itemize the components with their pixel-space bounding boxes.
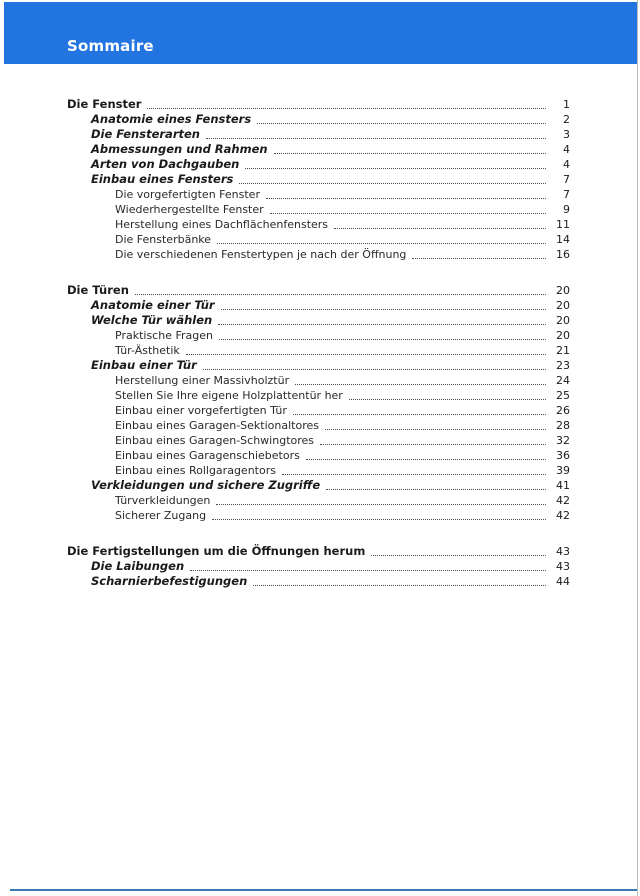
toc-entry-label: Die Fertigstellungen um die Öffnungen herum [67, 544, 366, 558]
toc-entry-page-number: 9 [563, 203, 570, 216]
leader-dots [147, 108, 546, 109]
toc-entry-page-number: 20 [556, 329, 570, 342]
leader-dots [217, 243, 546, 244]
toc-entry-page-number: 26 [556, 404, 570, 417]
page-header-band [4, 2, 637, 64]
footer-rule [10, 889, 637, 891]
toc-entry-label: Praktische Fragen [115, 329, 213, 342]
toc-entry-label: Einbau eines Garagenschiebetors [115, 449, 300, 462]
toc-entry-page-number: 42 [556, 494, 570, 507]
leader-dots [216, 504, 546, 505]
toc-entry-label: Abmessungen und Rahmen [91, 142, 268, 156]
toc-entry-label: Herstellung eines Dachflächenfensters [115, 218, 329, 231]
toc-entry-label: Stellen Sie Ihre eigene Holzplattentür her [115, 389, 343, 402]
toc-entry-page-number: 7 [563, 188, 570, 201]
toc-entry[interactable] [67, 247, 570, 262]
toc-entry[interactable] [67, 448, 570, 463]
toc-entry-label: Anatomie einer Tür [91, 298, 215, 312]
toc-entry-page-number: 44 [556, 575, 570, 588]
leader-dots [218, 324, 546, 325]
table-of-contents [67, 97, 570, 589]
toc-entry-label: Einbau eines Rollgaragentors [115, 464, 276, 477]
toc-entry-label: Die Türen [67, 283, 129, 297]
toc-entry-page-number: 28 [556, 419, 570, 432]
toc-entry-page-number: 20 [556, 299, 570, 312]
leader-dots [270, 213, 546, 214]
toc-entry[interactable] [67, 508, 570, 523]
toc-entry-page-number: 21 [556, 344, 570, 357]
leader-dots [371, 555, 546, 556]
toc-section [67, 544, 570, 589]
toc-entry[interactable] [67, 172, 570, 187]
toc-entry[interactable] [67, 574, 570, 589]
leader-dots [349, 399, 546, 400]
toc-entry-label: Scharnierbefestigungen [91, 574, 248, 588]
toc-entry[interactable] [67, 388, 570, 403]
toc-entry-page-number: 43 [556, 560, 570, 573]
toc-entry-page-number: 20 [556, 284, 570, 297]
toc-entry-label: Die Fenster [67, 97, 142, 111]
toc-entry-label: Einbau eines Garagen-Sektionaltores [115, 419, 319, 432]
toc-entry-page-number: 11 [556, 218, 570, 231]
toc-entry[interactable] [67, 127, 570, 142]
toc-entry-label: Einbau eines Garagen-Schwingtores [115, 434, 315, 447]
toc-entry-label: Die vorgefertigten Fenster [115, 188, 260, 201]
page-edge-line [637, 0, 638, 896]
leader-dots [325, 429, 546, 430]
leader-dots [295, 384, 546, 385]
leader-dots [306, 459, 546, 460]
toc-entry-label: Einbau eines Fensters [91, 172, 234, 186]
toc-entry[interactable] [67, 283, 570, 298]
toc-entry[interactable] [67, 217, 570, 232]
leader-dots [190, 570, 546, 571]
toc-entry-page-number: 2 [563, 113, 570, 126]
toc-section [67, 97, 570, 262]
toc-entry-page-number: 32 [556, 434, 570, 447]
toc-entry-page-number: 16 [556, 248, 570, 261]
toc-entry-label: Herstellung einer Massivholztür [115, 374, 290, 387]
leader-dots [219, 339, 546, 340]
toc-entry[interactable] [67, 403, 570, 418]
toc-entry-page-number: 39 [556, 464, 570, 477]
toc-entry-page-number: 7 [563, 173, 570, 186]
leader-dots [221, 309, 546, 310]
toc-entry-label: Tür-Ästhetik [115, 344, 180, 357]
leader-dots [257, 123, 546, 124]
toc-entry-page-number: 42 [556, 509, 570, 522]
toc-entry[interactable] [67, 544, 570, 559]
toc-entry-page-number: 25 [556, 389, 570, 402]
leader-dots [239, 183, 546, 184]
leader-dots [203, 369, 546, 370]
toc-entry-label: Anatomie eines Fensters [91, 112, 252, 126]
toc-section [67, 283, 570, 523]
leader-dots [334, 228, 546, 229]
toc-entry-page-number: 1 [563, 98, 570, 111]
toc-entry[interactable] [67, 343, 570, 358]
toc-entry-label: Einbau einer vorgefertigten Tür [115, 404, 287, 417]
toc-entry[interactable] [67, 313, 570, 328]
toc-entry-label: Die Laibungen [91, 559, 185, 573]
toc-entry[interactable] [67, 187, 570, 202]
leader-dots [245, 168, 546, 169]
toc-entry-page-number: 4 [563, 158, 570, 171]
toc-entry-page-number: 43 [556, 545, 570, 558]
toc-entry-page-number: 20 [556, 314, 570, 327]
toc-entry-label: Sicherer Zugang [115, 509, 207, 522]
leader-dots [266, 198, 546, 199]
toc-entry-label: Die verschiedenen Fenstertypen je nach der Öffnung [115, 248, 407, 261]
leader-dots [274, 153, 546, 154]
toc-entry-label: Türverkleidungen [115, 494, 211, 507]
toc-entry[interactable] [67, 418, 570, 433]
toc-entry-label: Arten von Dachgauben [91, 157, 240, 171]
toc-entry[interactable] [67, 202, 570, 217]
toc-entry-label: Die Fensterbänke [115, 233, 212, 246]
toc-entry[interactable] [67, 97, 570, 112]
leader-dots [326, 489, 546, 490]
leader-dots [186, 354, 546, 355]
toc-entry-page-number: 24 [556, 374, 570, 387]
toc-entry[interactable] [67, 358, 570, 373]
leader-dots [253, 585, 546, 586]
toc-entry[interactable] [67, 157, 570, 172]
toc-entry-page-number: 41 [556, 479, 570, 492]
leader-dots [282, 474, 546, 475]
leader-dots [206, 138, 546, 139]
toc-entry-label: Die Fensterarten [91, 127, 200, 141]
leader-dots [320, 444, 546, 445]
toc-entry[interactable] [67, 373, 570, 388]
toc-entry[interactable] [67, 298, 570, 313]
leader-dots [293, 414, 546, 415]
toc-entry[interactable] [67, 463, 570, 478]
toc-entry-label: Wiederhergestellte Fenster [115, 203, 264, 216]
leader-dots [212, 519, 546, 520]
toc-entry[interactable] [67, 478, 570, 493]
toc-entry-label: Welche Tür wählen [91, 313, 213, 327]
page-title: Sommaire [67, 37, 154, 55]
toc-entry-page-number: 23 [556, 359, 570, 372]
toc-entry-label: Verkleidungen und sichere Zugriffe [91, 478, 321, 492]
toc-entry[interactable] [67, 493, 570, 508]
toc-entry-page-number: 3 [563, 128, 570, 141]
leader-dots [135, 294, 546, 295]
toc-entry-label: Einbau einer Tür [91, 358, 197, 372]
toc-entry-page-number: 14 [556, 233, 570, 246]
toc-entry[interactable] [67, 328, 570, 343]
toc-entry-page-number: 4 [563, 143, 570, 156]
leader-dots [412, 258, 546, 259]
toc-entry[interactable] [67, 142, 570, 157]
toc-entry[interactable] [67, 433, 570, 448]
toc-entry[interactable] [67, 232, 570, 247]
toc-entry[interactable] [67, 559, 570, 574]
toc-entry-page-number: 36 [556, 449, 570, 462]
toc-entry[interactable] [67, 112, 570, 127]
